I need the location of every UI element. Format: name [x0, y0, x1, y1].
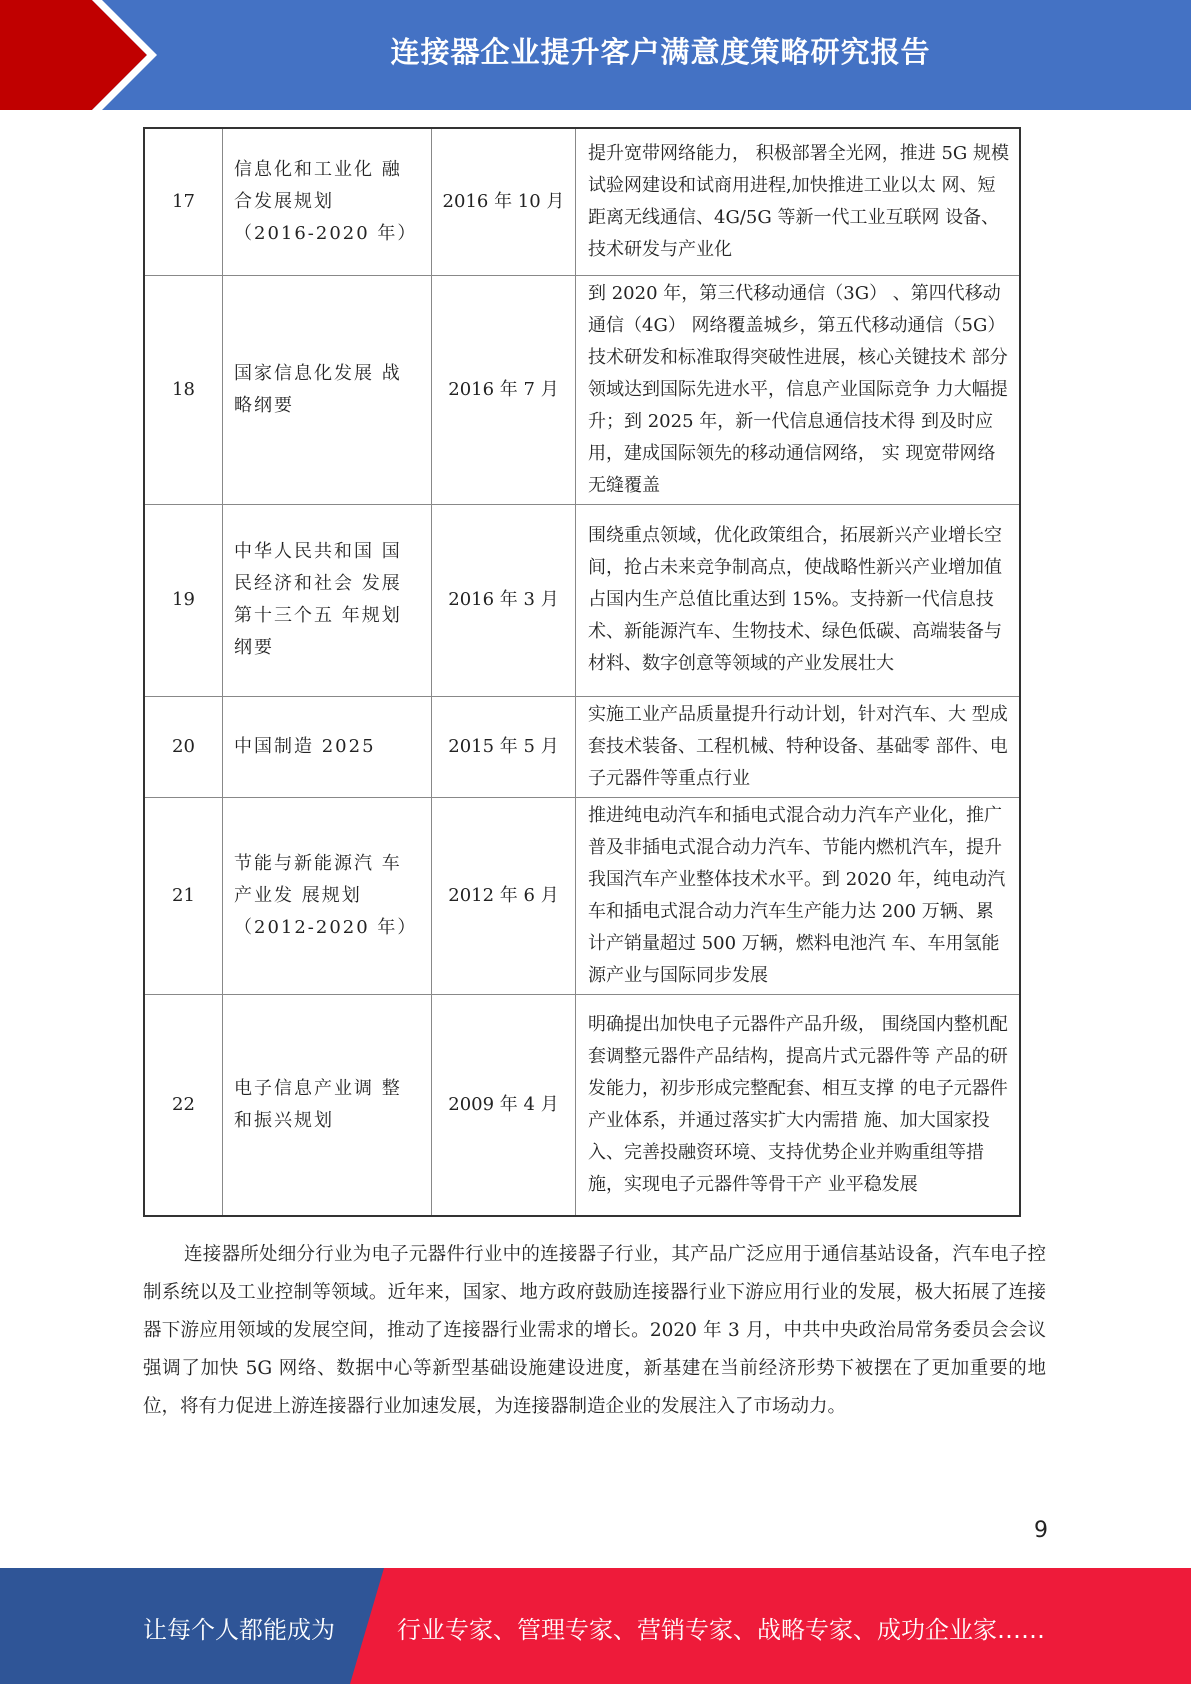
policy-name: 中华人民共和国 国民经济和社会 发展第十三个五 年规划纲要 [223, 504, 432, 696]
body-paragraph: 连接器所处细分行业为电子元器件行业中的连接器子行业，其产品广泛应用于通信基站设备，汽车电子控制系统以及工业控制等领域。近年来，国家、地方政府鼓励连接器行业下游应用行业的发展，极大拓展了连接器下游应用领域的发展空间，推动了连接器行业需求的增长。2020 年 3 月，中共中央政治局常务委员会会议强调了加快 5G 网络、数据中心等新型基础设施建设进度，新基建在当前经济形势下被摆在了更加重要的地位，将有力促进上游连接器行业加速发展，为连接器制造企业的发展注入了市场动力。 [143, 1244, 1046, 1417]
page-footer [0, 1568, 1191, 1684]
row-number: 18 [144, 275, 223, 504]
table-row [144, 696, 1020, 797]
policy-date: 2012 年 6 月 [432, 797, 576, 994]
policy-date: 2016 年 7 月 [432, 275, 576, 504]
table-row [144, 797, 1020, 994]
policy-date: 2016 年 10 月 [432, 128, 576, 275]
policy-description: 围绕重点领域，优化政策组合，拓展新兴产业增长空间，抢占未来竞争制高点，使战略性新兴产业增加值占国内生产总值比重达到 15%。支持新一代信息技术、新能源汽车、生物技术、绿色低碳、高端装备与材料、数字创意等领域的产业发展壮大 [576, 504, 1021, 696]
policy-date: 2009 年 4 月 [432, 994, 576, 1216]
policy-name: 电子信息产业调 整和振兴规划 [223, 994, 432, 1216]
policy-table [143, 127, 1021, 1217]
policy-name: 国家信息化发展 战略纲要 [223, 275, 432, 504]
table-row [144, 504, 1020, 696]
page-number: 9 [1034, 1518, 1048, 1543]
table-row [144, 128, 1020, 275]
row-number: 19 [144, 504, 223, 696]
table-row [144, 994, 1020, 1216]
row-number: 21 [144, 797, 223, 994]
policy-description: 提升宽带网络能力， 积极部署全光网，推进 5G 规模试验网建设和试商用进程,加快推进工业以太 网、短距离无线通信、4G/5G 等新一代工业互联网 设备、技术研发与产业化 [576, 128, 1021, 275]
table-row [144, 275, 1020, 504]
page-header [0, 0, 1191, 110]
row-number: 17 [144, 128, 223, 275]
policy-description: 实施工业产品质量提升行动计划，针对汽车、大 型成套技术装备、工程机械、特种设备、基础零 部件、电子元器件等重点行业 [576, 696, 1021, 797]
policy-name: 中国制造 2025 [223, 696, 432, 797]
policy-description: 明确提出加快电子元器件产品升级， 围绕国内整机配套调整元器件产品结构，提高片式元器件等 产品的研发能力，初步形成完整配套、相互支撑 的电子元器件产业体系，并通过落实扩大内需措 施、加大国家投入、完善投融资环境、支持优势企业并购重组等措施，实现电子元器件等骨干产 业平稳发展 [576, 994, 1021, 1216]
policy-name: 节能与新能源汽 车产业发 展规划 （2012-2020 年） [223, 797, 432, 994]
row-number: 20 [144, 696, 223, 797]
policy-name: 信息化和工业化 融合发展规划 （2016-2020 年） [223, 128, 432, 275]
footer-slogan-right: 行业专家、管理专家、营销专家、战略专家、成功企业家…… [397, 1616, 1045, 1644]
policy-description: 推进纯电动汽车和插电式混合动力汽车产业化，推广普及非插电式混合动力汽车、节能内燃机汽车，提升我国汽车产业整体技术水平。到 2020 年，纯电动汽车和插电式混合动力汽车生产能力达 200 万辆、累计产销量超过 500 万辆，燃料电池汽 车、车用氢能源产业与国际同步发展 [576, 797, 1021, 994]
row-number: 22 [144, 994, 223, 1216]
policy-date: 2016 年 3 月 [432, 504, 576, 696]
footer-slogan-left: 让每个人都能成为 [143, 1616, 335, 1644]
policy-date: 2015 年 5 月 [432, 696, 576, 797]
policy-description: 到 2020 年，第三代移动通信（3G） 、第四代移动 通信（4G） 网络覆盖城乡，第五代移动通信（5G） 技术研发和标准取得突破性进展，核心关键技术 部分领域达到国际先进水平，信息产业国际竞争 力大幅提升；到 2025 年，新一代信息通信技术得 到及时应用，建成国际领先的移动通信网络， 实 现宽带网络无缝覆盖 [576, 275, 1021, 504]
report-title: 连接器企业提升客户满意度策略研究报告 [390, 35, 931, 69]
